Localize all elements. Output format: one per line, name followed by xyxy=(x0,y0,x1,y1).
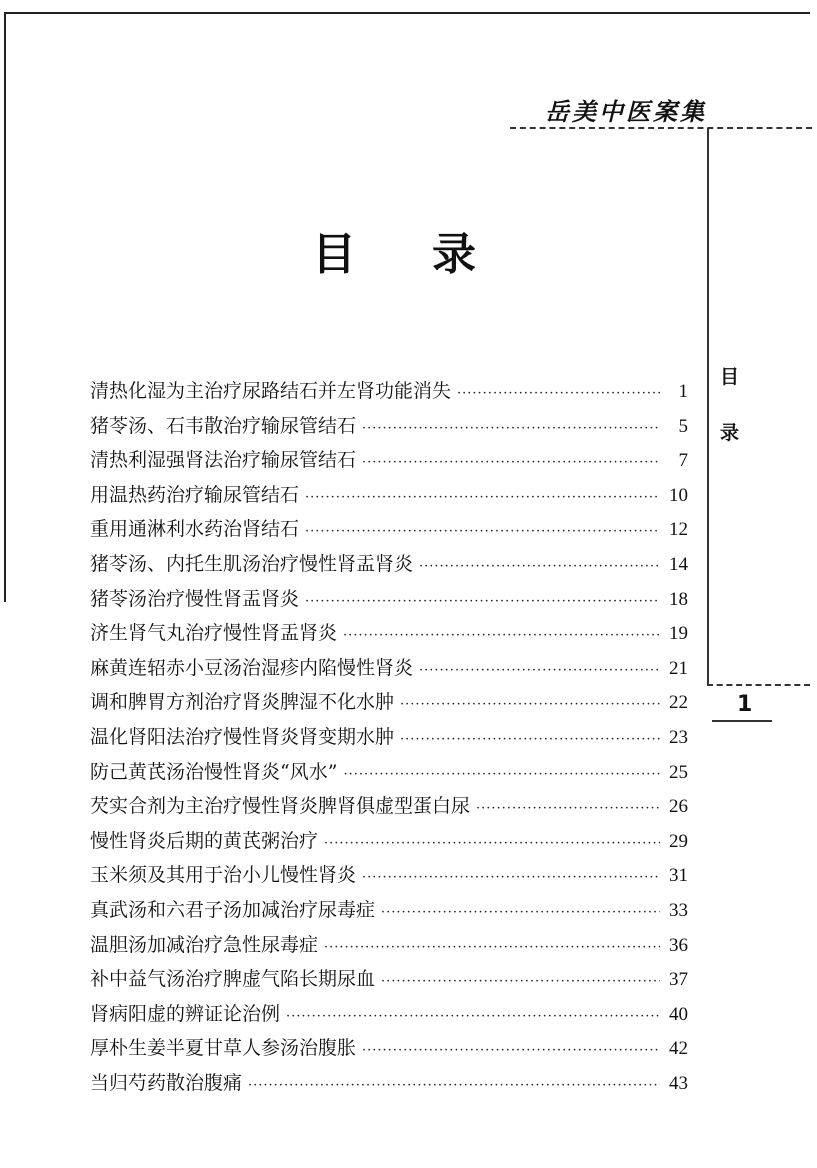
toc-entry-title: 温化肾阳法治疗慢性肾炎肾变期水肿 xyxy=(90,725,395,748)
toc-entry-page: 12 xyxy=(669,519,688,541)
toc-entry[interactable] xyxy=(90,616,688,651)
toc-entry-title: 猪苓汤治疗慢性肾盂肾炎 xyxy=(90,587,300,610)
toc-entry-page: 26 xyxy=(669,796,688,818)
toc-entry-title: 慢性肾炎后期的黄芪粥治疗 xyxy=(90,829,319,852)
toc-entry[interactable] xyxy=(90,374,688,409)
toc-dot-leader xyxy=(457,377,660,412)
toc-entry[interactable] xyxy=(90,824,688,859)
side-tab-dashed-rule xyxy=(707,684,810,686)
toc-entry-page: 33 xyxy=(669,899,688,921)
toc-entry-title: 补中益气汤治疗脾虚气陷长期尿血 xyxy=(90,968,376,991)
toc-dot-leader xyxy=(400,688,660,723)
toc-entry-title: 调和脾胃方剂治疗肾炎脾湿不化水肿 xyxy=(90,691,395,714)
toc-entry[interactable] xyxy=(90,409,688,444)
left-border-rule xyxy=(4,12,6,602)
toc-entry-title: 防己黄芪汤治慢性肾炎“风水” xyxy=(90,760,338,783)
header-dashed-rule xyxy=(510,127,812,129)
toc-entry[interactable] xyxy=(90,512,688,547)
toc-dot-leader xyxy=(305,515,660,550)
toc-dot-leader xyxy=(476,792,660,827)
toc-entry-page: 31 xyxy=(669,865,688,887)
toc-entry[interactable] xyxy=(90,962,688,997)
contents-heading-char-1: 目 xyxy=(312,229,356,280)
page-number: 1 xyxy=(737,692,753,717)
toc-entry-page: 25 xyxy=(669,761,688,783)
toc-entry-page: 37 xyxy=(669,969,688,991)
toc-entry[interactable] xyxy=(90,858,688,893)
toc-dot-leader xyxy=(324,931,660,966)
toc-entry-page: 29 xyxy=(669,830,688,852)
page-number-rule xyxy=(712,720,772,722)
toc-entry-title: 麻黄连轺赤小豆汤治湿疹内陷慢性肾炎 xyxy=(90,656,414,679)
toc-entry[interactable] xyxy=(90,928,688,963)
toc-dot-leader xyxy=(400,723,660,758)
toc-entry[interactable] xyxy=(90,1031,688,1066)
side-tab-rule xyxy=(707,128,709,684)
contents-heading-char-2: 录 xyxy=(432,229,476,280)
toc-entry-page: 36 xyxy=(669,934,688,956)
toc-dot-leader xyxy=(362,412,660,447)
toc-entry-title: 芡实合剂为主治疗慢性肾炎脾肾俱虚型蛋白尿 xyxy=(90,795,471,818)
side-tab-char-1: 目 xyxy=(720,366,740,388)
toc-entry[interactable] xyxy=(90,789,688,824)
toc-dot-leader xyxy=(419,654,660,689)
toc-dot-leader xyxy=(362,446,660,481)
toc-entry-title: 当归芍药散治腹痛 xyxy=(90,1071,243,1094)
toc-entry-page: 22 xyxy=(669,692,688,714)
toc-entry[interactable] xyxy=(90,893,688,928)
toc-dot-leader xyxy=(419,550,660,585)
toc-entry-title: 真武汤和六君子汤加减治疗尿毒症 xyxy=(90,898,376,921)
toc-entry-title: 猪苓汤、内托生肌汤治疗慢性肾盂肾炎 xyxy=(90,552,414,575)
toc-dot-leader xyxy=(381,965,660,1000)
toc-entry-title: 用温热药治疗输尿管结石 xyxy=(90,483,300,506)
toc-entry-title: 清热利湿强肾法治疗输尿管结石 xyxy=(90,449,357,472)
toc-entry-title: 厚朴生姜半夏甘草人参汤治腹胀 xyxy=(90,1037,357,1060)
toc-entry-title: 清热化湿为主治疗尿路结石并左肾功能消失 xyxy=(90,380,452,402)
toc-entry-page: 43 xyxy=(669,1072,688,1094)
toc-entry[interactable] xyxy=(90,443,688,478)
toc-entry-page: 10 xyxy=(669,484,688,506)
toc-entry-title: 玉米须及其用于治小儿慢性肾炎 xyxy=(90,864,357,887)
toc-entry[interactable] xyxy=(90,685,688,720)
top-border-rule xyxy=(4,12,810,14)
toc-dot-leader xyxy=(248,1069,660,1104)
toc-entry-title: 肾病阳虚的辨证论治例 xyxy=(90,1002,281,1025)
toc-entry-title: 猪苓汤、石韦散治疗输尿管结石 xyxy=(90,414,357,437)
toc-entry-title: 温胆汤加减治疗急性尿毒症 xyxy=(90,933,319,956)
toc-entry-page: 7 xyxy=(678,450,688,472)
toc-entry[interactable] xyxy=(90,582,688,617)
toc-entry-page: 40 xyxy=(669,1003,688,1025)
toc-entry[interactable] xyxy=(90,651,688,686)
toc-entry[interactable] xyxy=(90,1066,688,1101)
toc-entry-page: 1 xyxy=(678,381,688,402)
toc-entry[interactable] xyxy=(90,720,688,755)
toc-entry[interactable] xyxy=(90,547,688,582)
toc-dot-leader xyxy=(305,481,660,516)
table-of-contents xyxy=(90,374,688,1100)
toc-entry[interactable] xyxy=(90,997,688,1032)
toc-entry[interactable] xyxy=(90,755,688,790)
toc-entry-page: 19 xyxy=(669,623,688,645)
toc-entry-page: 42 xyxy=(669,1038,688,1060)
toc-dot-leader xyxy=(286,1000,660,1035)
toc-dot-leader xyxy=(362,1034,660,1069)
toc-entry-page: 14 xyxy=(669,553,688,575)
toc-dot-leader xyxy=(324,827,660,862)
toc-entry-page: 5 xyxy=(678,415,688,437)
side-tab-char-2: 录 xyxy=(720,422,740,444)
toc-dot-leader xyxy=(305,585,660,620)
book-title: 岳美中医案集 xyxy=(545,98,707,126)
toc-entry-title: 济生肾气丸治疗慢性肾盂肾炎 xyxy=(90,622,338,645)
toc-entry-page: 18 xyxy=(669,588,688,610)
toc-entry-page: 21 xyxy=(669,657,688,679)
toc-entry[interactable] xyxy=(90,478,688,513)
toc-entry-title: 重用通淋利水药治肾结石 xyxy=(90,518,300,541)
toc-entry-page: 23 xyxy=(669,726,688,748)
toc-dot-leader xyxy=(362,861,660,896)
toc-dot-leader xyxy=(381,896,660,931)
toc-dot-leader xyxy=(343,758,660,793)
toc-dot-leader xyxy=(343,619,660,654)
